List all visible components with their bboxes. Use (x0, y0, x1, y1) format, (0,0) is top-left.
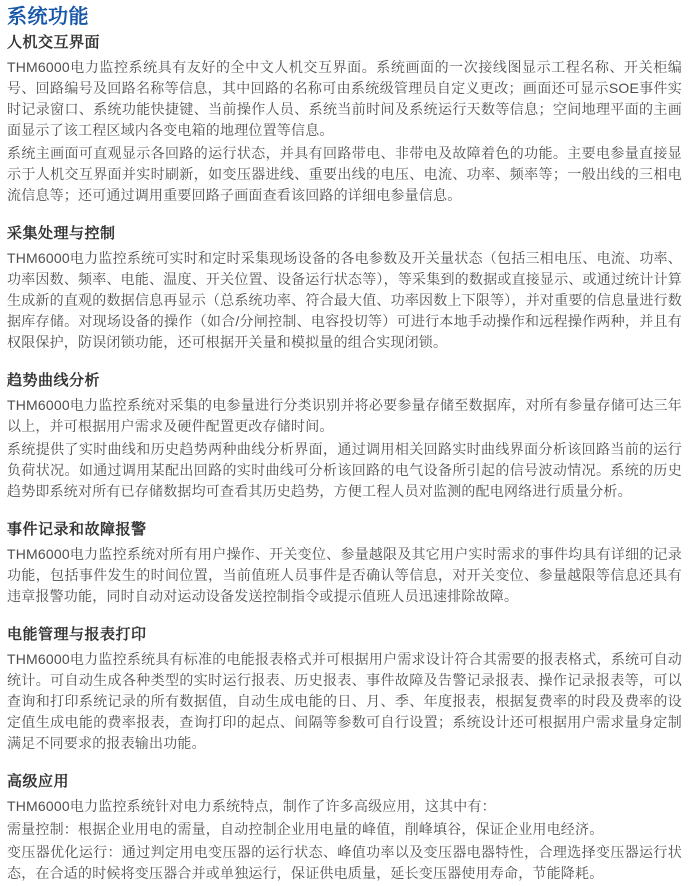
section-heading: 事件记录和故障报警 (7, 521, 147, 538)
section-paragraph: THM6000电力监控系统具有标准的电能报表格式并可根据用户需求设计符合其需要的报表格式，系统可自动统计。可自动生成各种类型的实时运行报表、历史报表、事件故障及告警记录报表、操作记录报表等，可以查询和打印系统记录的所有数据值，自动生成电能的日、月、季、年度报表，根据复费率的时段及费率的设定值生成电能的费率报表，查询打印的起点、间隔等参数可自行设置；系统设计还可根据用户需求量身定制满足不同要求的报表输出功能。 (7, 651, 682, 751)
section-heading: 趋势曲线分析 (7, 372, 101, 389)
section-paragraph: THM6000电力监控系统可实时和定时采集现场设备的各电参数及开关量状态（包括三相电压、电流、功率、功率因数、频率、电能、温度、开关位置、设备运行状态等），等采集到的数据或直接显示、或通过统计计算生成新的直观的数据信息再显示（总系统功率、符合最大值、功率因数上下限等），并对重要的信息量进行数据库存储。对现场设备的操作（如合/分闸控制、电容投切等）可进行本地手动操作和远程操作两种，并且有权限保护，防误闭锁功能，还可根据开关量和模拟量的组合实现闭锁。 (7, 250, 682, 350)
feature-section (7, 625, 682, 754)
feature-section (7, 224, 682, 353)
section-paragraph: 系统主画面可直观显示各回路的运行状态，并具有回路带电、非带电及故障着色的功能。主要电参量直接显示于人机交互界面并实时刷新，如变压器进线、重要出线的电压、电流、功率、频率等；一般出线的三相电流信息等；还可通过调用重要回路子画面查看该回路的详细电参量信息。 (7, 145, 682, 203)
section-heading: 人机交互界面 (7, 34, 101, 51)
feature-section (7, 33, 682, 206)
section-paragraph: THM6000电力监控系统对采集的电参量进行分类识别并将必要参量存储至数据库，对所有参量存储可达三年以上，并可根据用户需求及硬件配置更改存储时间。 (7, 397, 682, 434)
section-heading: 高级应用 (7, 773, 70, 790)
feature-section (7, 371, 682, 502)
section-paragraph: THM6000电力监控系统针对电力系统特点，制作了许多高级应用，这其中有： (7, 798, 496, 814)
section-paragraph: THM6000电力监控系统具有友好的全中文人机交互界面。系统画面的一次接线图显示工程名称、开关柜编号、回路编号及回路名称等信息，其中回路的名称可由系统级管理员自定义更改；画面还可显示SOE事件实时记录窗口、系统功能快捷键、当前操作人员、系统当前时间及系统运行天数等信息；空间地理平面的主画面显示了该工程区域内各变电箱的地理位置等信息。 (7, 59, 682, 138)
feature-section (7, 772, 682, 884)
section-heading: 电能管理与报表打印 (7, 626, 147, 643)
section-heading: 采集处理与控制 (7, 225, 116, 242)
section-paragraph: 需量控制：根据企业用电的需量，自动控制企业用电量的峰值，削峰填谷，保证企业用电经济。 (7, 821, 604, 837)
feature-section (7, 520, 682, 607)
section-paragraph: 系统提供了实时曲线和历史趋势两种曲线分析界面，通过调用相关回路实时曲线界面分析该回路当前的运行负荷状况。如通过调用某配出回路的实时曲线可分析该回路的电气设备所引起的信号波动情况。系统的历史趋势即系统对所有已存储数据均可查看其历史趋势，方便工程人员对监测的配电网络进行质量分析。 (7, 441, 682, 499)
sections-container (7, 33, 682, 884)
page-title: 系统功能 (7, 6, 89, 28)
section-paragraph: 变压器优化运行：通过判定用电变压器的运行状态、峰值功率以及变压器电器特性，合理选择变压器运行状态，在合适的时候将变压器合并或单独运行，保证供电质量，延长变压器使用寿命，节能降耗。 (7, 844, 682, 881)
section-paragraph: THM6000电力监控系统对所有用户操作、开关变位、参量越限及其它用户实时需求的事件均具有详细的记录功能，包括事件发生的时间位置，当前值班人员事件是否确认等信息，对开关变位、参量越限等信息还具有违章报警功能，同时自动对运动设备发送控制指令或提示值班人员迅速排除故障。 (7, 546, 682, 604)
